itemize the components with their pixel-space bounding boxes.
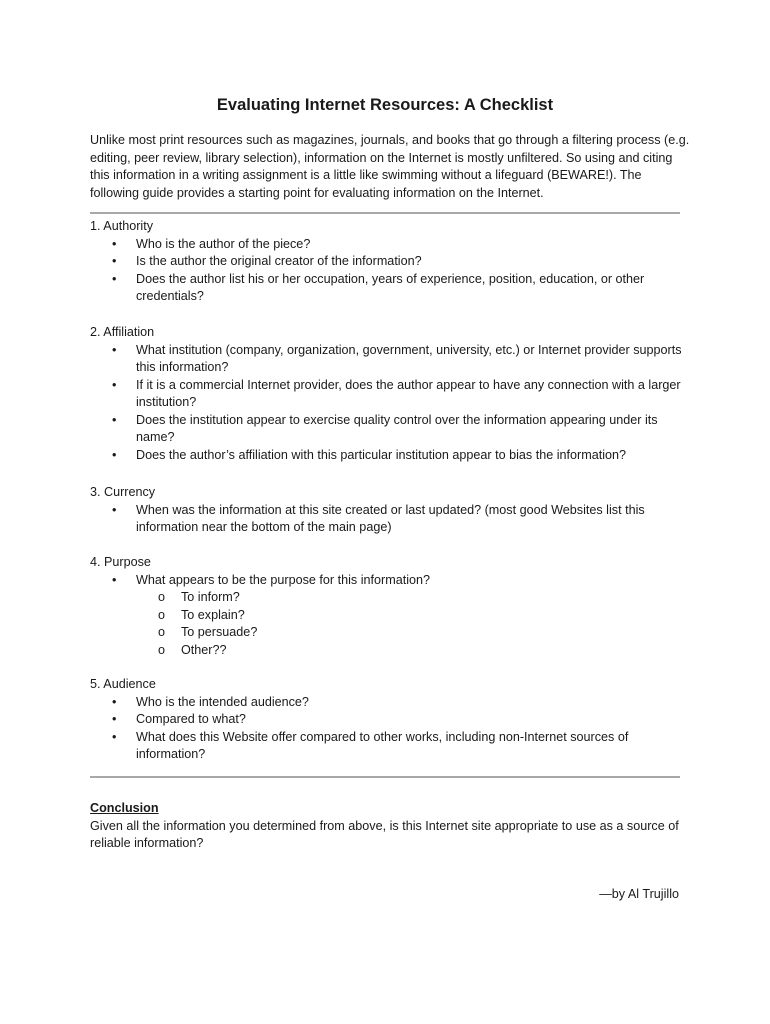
bullet-icon: • [112, 412, 117, 427]
list-item: • What institution (company, organization, government, university, etc.) or Internet provider supports this information? [112, 342, 682, 374]
list-item: • Who is the intended audience? [90, 694, 690, 712]
section-currency [90, 484, 690, 537]
conclusion-text: Given all the information you determined from above, is this Internet site appropriate to use as a source of reliable information? [90, 818, 679, 850]
sub-list-item: o To explain? [90, 607, 690, 625]
intro-paragraph: Unlike most print resources such as magazines, journals, and books that go through a filtering process (e.g. editing, peer review, library selection), information on the Internet is mostly unfiltered. So using and citing this information in a writing assignment is a little like swimming without a lifeguard (BEWARE!). The following guide provides a starting point for evaluating information on the Internet. [90, 133, 690, 200]
section-purpose [90, 554, 690, 659]
sub-list-item: o To persuade? [90, 624, 690, 642]
sub-list [90, 589, 690, 659]
list-item: • Does the author’s affiliation with this particular institution appear to bias the information? [90, 447, 690, 465]
bullet-icon: • [112, 572, 117, 587]
bullet-icon: • [112, 694, 117, 709]
bullet-icon: • [112, 729, 117, 744]
bullet-icon: • [112, 236, 117, 251]
bullet-list [90, 572, 690, 590]
section-title: 2. Affiliation [90, 325, 155, 339]
author-byline: —by Al Trujillo [599, 887, 679, 901]
bullet-list [90, 694, 690, 764]
bullet-list [90, 342, 690, 465]
list-item: • Who is the author of the piece? [90, 236, 690, 254]
list-item: • Is the author the original creator of the information? [90, 253, 690, 271]
list-item: • What appears to be the purpose for this information? [90, 572, 690, 590]
bullet-icon: • [112, 502, 117, 517]
bullet-icon: • [112, 342, 117, 357]
circle-bullet-icon: o [158, 625, 166, 639]
list-item: • If it is a commercial Internet provider, does the author appear to have any connection with a larger institution? [112, 377, 681, 409]
sub-list-item: o Other?? [90, 642, 690, 660]
section-authority [90, 218, 690, 306]
section-title: 4. Purpose [90, 555, 151, 569]
sub-list-item: o To inform? [90, 589, 690, 607]
circle-bullet-icon: o [158, 642, 166, 657]
list-item: • Does the author list his or her occupation, years of experience, position, education, or other credentials? [112, 271, 645, 303]
bullet-list [90, 502, 690, 537]
section-affiliation [90, 324, 690, 464]
conclusion-heading: Conclusion [90, 801, 159, 815]
circle-bullet-icon: o [158, 590, 166, 604]
bullet-icon: • [112, 377, 117, 392]
bullet-icon: • [112, 447, 117, 462]
bullet-icon: • [112, 712, 117, 726]
section-title: 1. Authority [90, 219, 154, 233]
bullet-icon: • [112, 254, 117, 268]
conclusion [90, 800, 690, 853]
top-divider [90, 212, 680, 214]
section-title: 3. Currency [90, 485, 156, 499]
section-audience [90, 676, 690, 764]
page-title: Evaluating Internet Resources: A Checklist [216, 96, 554, 114]
circle-bullet-icon: o [158, 607, 166, 622]
section-title: 5. Audience [90, 677, 156, 691]
bullet-list [90, 236, 690, 306]
bullet-icon: • [112, 271, 117, 286]
list-item: • Compared to what? [90, 711, 690, 729]
list-item: • When was the information at this site created or last updated? (most good Websites list this information near the bottom of the main page) [112, 502, 645, 534]
list-item: • What does this Website offer compared to other works, including non-Internet sources of information? [112, 729, 629, 761]
bottom-divider [90, 776, 680, 778]
list-item: • Does the institution appear to exercise quality control over the information appearing under its name? [112, 412, 658, 444]
